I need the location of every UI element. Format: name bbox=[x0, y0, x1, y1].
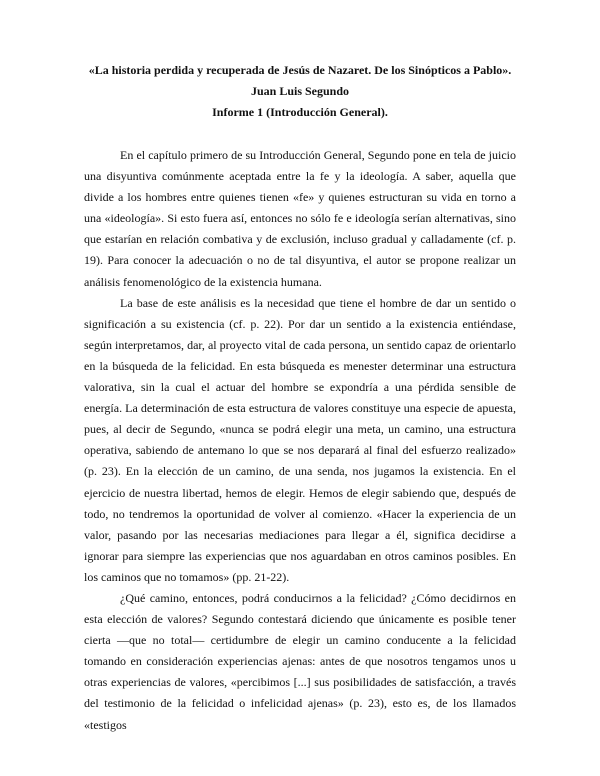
paragraph-1: En el capítulo primero de su Introducción General, Segundo pone en tela de juicio una disyuntiva comúnmente aceptada entre la fe y la ideología. A saber, aquella que divide a los hombres entre quienes tienen «fe» y quienes estructuran su vida en torno a una «ideología». Si esto fuera así, entonces no sólo fe e ideología serían alternativas, sino que estarían en relación combativa y de exclusión, incluso gradual y calladamente (cf. p. 19). Para conocer la adecuación o no de tal disyuntiva, el autor se propone realizar un análisis fenomenológico de la existencia humana. bbox=[84, 148, 516, 289]
document-report-label: Informe 1 (Introducción General). bbox=[212, 105, 388, 119]
document-title: «La historia perdida y recuperada de Jesús de Nazaret. De los Sinópticos a Pablo». bbox=[88, 63, 512, 77]
document-body bbox=[84, 145, 516, 736]
paragraph-3: ¿Qué camino, entonces, podrá conducirnos a la felicidad? ¿Cómo decidirnos en esta elección de valores? Segundo contestará diciendo que únicamente es posible tener cierta —que no total— certidumbre de elegir un camino conducente a la felicidad tomando en consideración experiencias ajenas: antes de que nosotros tengamos unos u otras experiencias de valores, «percibimos [...] sus posibilidades de satisfacción, a través del testimonio de la felicidad o infelicidad ajenas» (p. 23), esto es, de los llamados «testigos bbox=[84, 590, 516, 732]
document-header bbox=[84, 60, 516, 123]
document-author: Juan Luis Segundo bbox=[250, 84, 350, 98]
paragraph-2: La base de este análisis es la necesidad que tiene el hombre de dar un sentido o significación a su existencia (cf. p. 22). Por dar un sentido a la existencia entiéndase, según interpretamos, dar, al proyecto vital de cada persona, un sentido capaz de orientarlo en la búsqueda de la felicidad. En esta búsqueda es menester determinar una estructura valorativa, sin la cual el actuar del hombre se expondría a una pérdida sensible de energía. La determinación de esta estructura de valores constituye una especie de apuesta, pues, al decir de Segundo, «nunca se podrá elegir una meta, un camino, una estructura operativa, sabiendo de antemano lo que se nos deparará al final del esfuerzo realizado» (p. 23). En la elección de un camino, de una senda, nos jugamos la existencia. En el ejercicio de nuestra libertad, hemos de elegir. Hemos de elegir sabiendo que, después de todo, no tendremos la oportunidad de volver al comienzo. «Hacer la experiencia de un valor, pasando por las necesarias mediaciones para llegar a él, significa decidirse a ignorar para siempre las experiencias que nos aguardaban en otros caminos posibles. En los caminos que no tomamos» (pp. 21-22). bbox=[84, 295, 516, 584]
